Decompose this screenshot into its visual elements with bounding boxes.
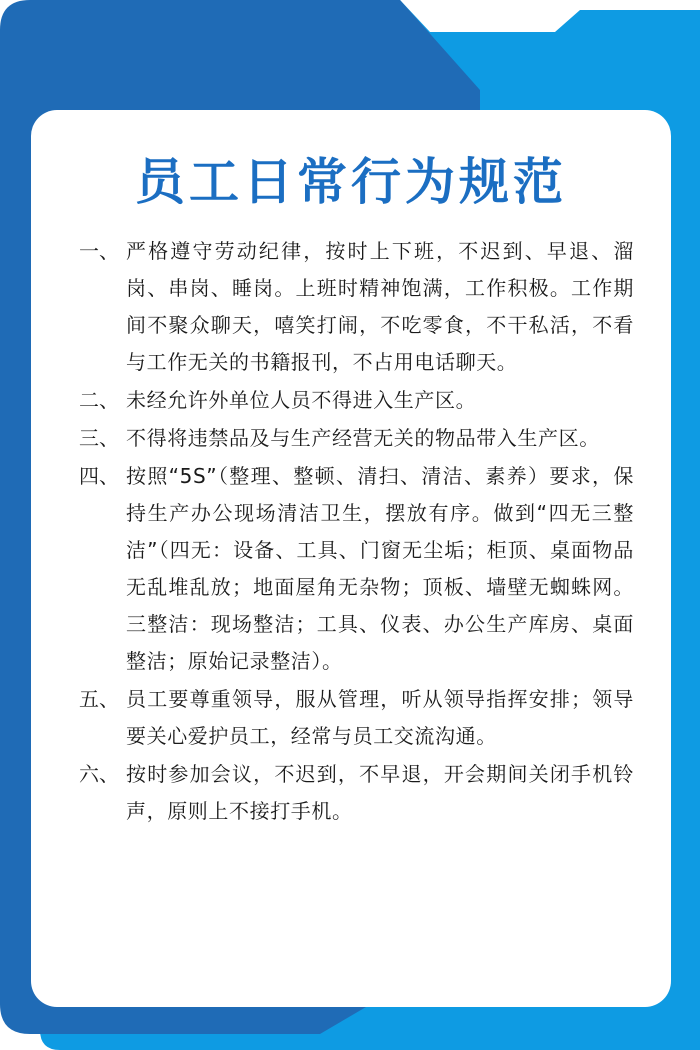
rule-number: 六、	[79, 762, 119, 786]
rule-number: 一、	[79, 239, 119, 263]
rule-item-1	[79, 233, 634, 381]
rule-text: 严格遵守劳动纪律，按时上下班，不迟到、早退、溜岗、串岗、睡岗。上班时精神饱满，工作积极。工作期间不聚众聊天，嘻笑打闹，不吃零食，不干私活，不看与工作无关的书籍报刊，不占用电话聊天。	[126, 239, 634, 374]
rule-item-6	[79, 756, 634, 830]
rule-item-2	[79, 382, 634, 419]
rule-number: 二、	[79, 388, 119, 412]
rule-number: 五、	[79, 687, 119, 711]
rule-item-4	[79, 458, 634, 680]
rules-list	[79, 233, 634, 831]
rule-text: 按照“5S”（整理、整顿、清扫、清洁、素养）要求，保持生产办公现场清洁卫生，摆放有序。做到“四无三整洁”（四无：设备、工具、门窗无尘垢；柜顶、桌面物品无乱堆乱放；地面屋角无杂物；顶板、墙壁无蜘蛛网。三整洁：现场整洁；工具、仪表、办公生产库房、桌面整洁；原始记录整洁）。	[126, 464, 634, 673]
content-card	[31, 110, 671, 1007]
rule-text: 未经允许外单位人员不得进入生产区。	[126, 388, 477, 412]
rule-text: 按时参加会议，不迟到，不早退，开会期间关闭手机铃声，原则上不接打手机。	[126, 762, 634, 823]
rule-text: 员工要尊重领导，服从管理，听从领导指挥安排；领导要关心爱护员工，经常与员工交流沟通。	[126, 687, 634, 748]
page-title: 员工日常行为规范	[135, 153, 567, 211]
rule-item-5	[79, 681, 634, 755]
rule-item-3	[79, 420, 634, 457]
rule-number: 四、	[79, 464, 119, 488]
rule-text: 不得将违禁品及与生产经营无关的物品带入生产区。	[126, 426, 600, 450]
rule-number: 三、	[79, 426, 119, 450]
